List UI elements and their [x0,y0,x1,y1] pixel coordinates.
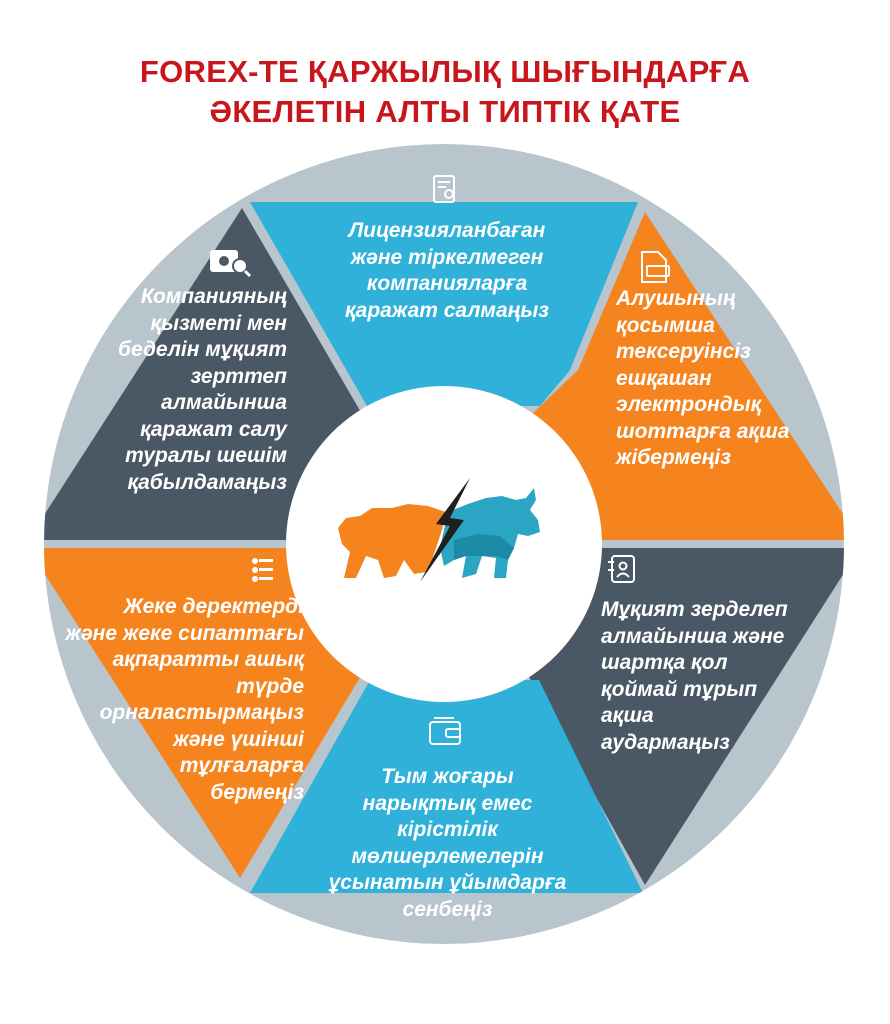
segment-unlicensed-text: Лицензияланбаған және тіркелмеген компанияларға қаражат салмаңыз [345,219,549,322]
segment-research-text: Компанияның қызметі мен беделін мұқият зерттеп алмайынша қаражат салу туралы шешім қабылдамаңыз [118,285,287,494]
segment-high-yield-text: Тым жоғары нарықтық емес кірістілік мөлшерлемелерін ұсынатын ұйымдарға сенбеңіз [328,765,567,921]
segment-personal-data-text: Жеке деректерді және жеке сипаттағы ақпаратты ашық түрде орналастырмаңыз және үшінші тұлғаларға бермеңіз [65,595,304,804]
segment-e-wallets-text: Алушының қосымша тексеруінсіз ешқашан электрондық шоттарға ақша жібермеңіз [616,287,790,469]
person-list-icon [252,558,273,582]
page-title-line-2: ӘКЕЛЕТІН АЛТЫ ТИПТІК ҚАТЕ [209,94,681,129]
page-title-line-1: FOREX-ТЕ ҚАРЖЫЛЫҚ ШЫҒЫНДАРҒА [139,54,751,89]
segment-contract-text: Мұқият зерделеп алмайынша және шартқа қол қоймай тұрып ақша аудармаңыз [601,598,788,754]
